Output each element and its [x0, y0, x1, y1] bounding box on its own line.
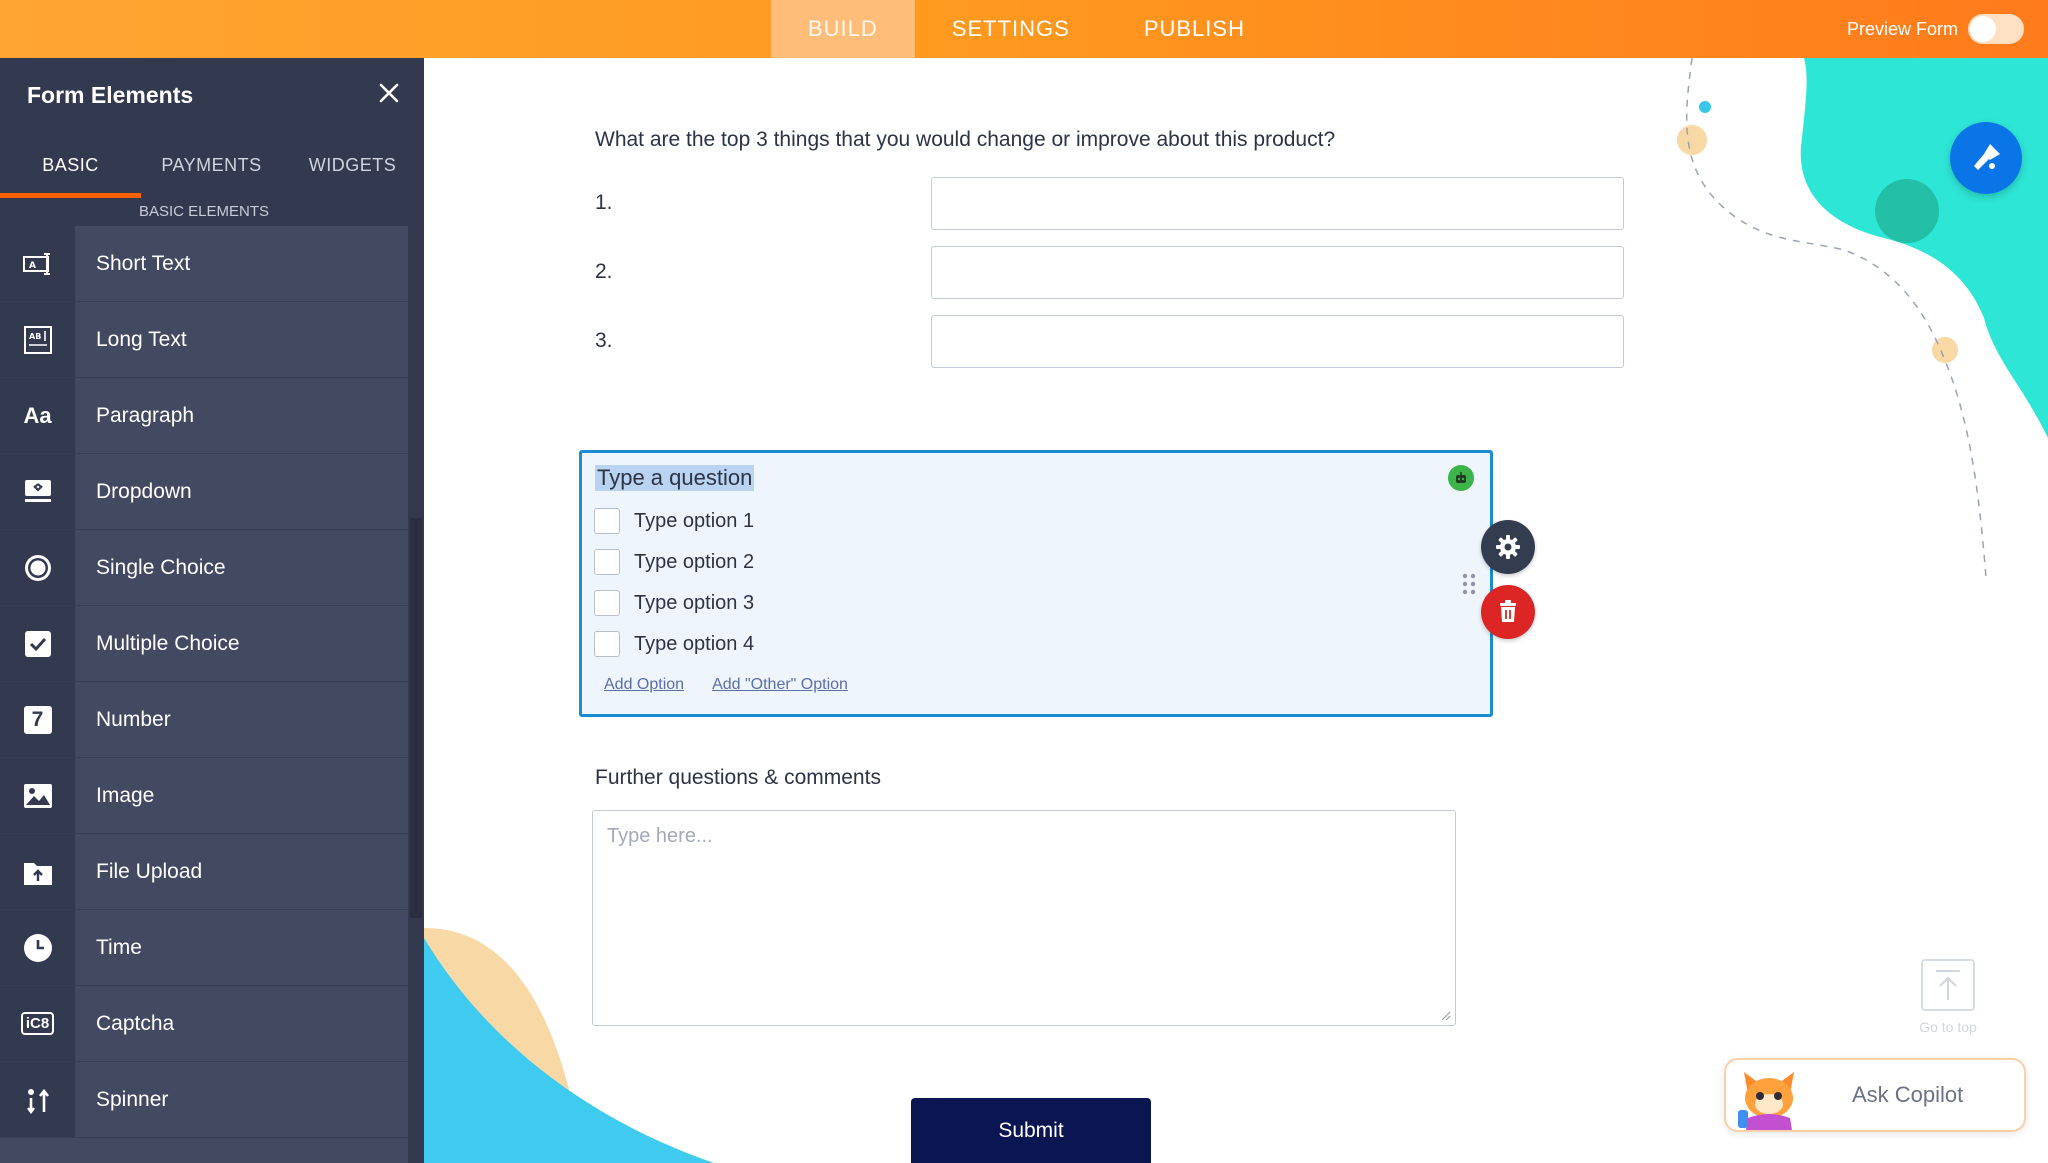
add-option-links: [604, 676, 848, 694]
sidebar-item-captcha[interactable]: [0, 986, 408, 1062]
question-label-editor[interactable]: Type a question: [597, 465, 753, 490]
ask-copilot-label: Ask Copilot: [1852, 1082, 1964, 1107]
comments-textarea[interactable]: [592, 810, 1456, 1026]
tab-settings[interactable]: SETTINGS: [951, 16, 1070, 41]
sidebar-item-paragraph[interactable]: [0, 378, 408, 454]
toggle-knob: [1970, 16, 1996, 42]
radio-icon: [0, 530, 75, 605]
sidebar-item-label: Spinner: [96, 1087, 169, 1111]
form-elements-sidebar: [0, 58, 424, 1163]
teal-dot: [1875, 179, 1939, 243]
close-icon[interactable]: [378, 80, 400, 110]
ai-assistant-icon[interactable]: [1448, 465, 1474, 491]
answer-input-2[interactable]: [931, 246, 1624, 299]
scrollbar-thumb[interactable]: [410, 518, 422, 918]
sidebar-item-multiple-choice[interactable]: [0, 606, 408, 682]
sidebar-tab-payments[interactable]: PAYMENTS: [161, 154, 262, 175]
sidebar-item-label: Image: [96, 783, 155, 807]
option-label[interactable]: Type option 2: [634, 550, 755, 573]
clock-icon: [0, 910, 75, 985]
image-icon: [0, 758, 75, 833]
answer-input-3[interactable]: [931, 315, 1624, 368]
option-checkbox[interactable]: [594, 549, 620, 575]
paint-roller-icon: [1968, 140, 2004, 176]
go-to-top-label: Go to top: [1919, 1019, 1977, 1035]
sidebar-item-label: Captcha: [96, 1011, 175, 1035]
sidebar-item-short-text[interactable]: [0, 226, 408, 302]
ask-copilot-button[interactable]: [1724, 1058, 2026, 1132]
sidebar-item-number[interactable]: [0, 682, 408, 758]
top-bar: [0, 0, 2048, 58]
comments-placeholder: Type here...: [607, 825, 713, 847]
sidebar-header: [0, 58, 424, 132]
paragraph-glyph: Aa: [23, 402, 52, 428]
tab-build[interactable]: BUILD: [771, 0, 915, 58]
sidebar-section-label: BASIC ELEMENTS: [0, 198, 424, 226]
long-text-glyph: AB: [28, 331, 41, 341]
option-checkbox[interactable]: [594, 508, 620, 534]
preview-form: [1847, 0, 2024, 58]
sidebar-item-label: Long Text: [96, 327, 187, 351]
option-label[interactable]: Type option 1: [634, 509, 755, 532]
sidebar-scrollbar[interactable]: [408, 198, 424, 1163]
sidebar-item-label: Number: [96, 707, 171, 731]
go-to-top[interactable]: [1896, 959, 2000, 1035]
sidebar-item-label: Single Choice: [96, 555, 226, 579]
element-list: [0, 226, 408, 1138]
peach-dot: [1677, 125, 1707, 155]
sidebar-item-single-choice[interactable]: [0, 530, 408, 606]
sidebar-item-label: Multiple Choice: [96, 631, 240, 655]
sidebar-item-label: File Upload: [96, 859, 203, 883]
option-checkbox[interactable]: [594, 590, 620, 616]
go-to-top-icon: [1921, 959, 1975, 1011]
selected-multiple-choice-field[interactable]: [579, 450, 1493, 717]
sidebar-item-label: Paragraph: [96, 403, 195, 427]
form-canvas: [424, 58, 2048, 1163]
add-other-option-link[interactable]: Add "Other" Option: [712, 676, 848, 693]
numbered-row: [595, 246, 1455, 299]
sidebar-item-image[interactable]: [0, 758, 408, 834]
sidebar-item-label: Dropdown: [96, 479, 192, 503]
sidebar-item-spinner[interactable]: [0, 1062, 408, 1138]
sidebar-tabs: [0, 132, 424, 198]
blue-dot: [1699, 101, 1711, 113]
preview-form-toggle[interactable]: [1968, 14, 2024, 44]
gear-icon: [1495, 534, 1521, 560]
copilot-cat-avatar-icon: [1734, 1064, 1804, 1130]
option-row: [594, 589, 754, 617]
sidebar-item-file-upload[interactable]: [0, 834, 408, 910]
sidebar-item-dropdown[interactable]: [0, 454, 408, 530]
drag-handle-icon[interactable]: [1462, 573, 1476, 600]
spinner-icon: [0, 1062, 75, 1137]
sidebar-item-time[interactable]: [0, 910, 408, 986]
sidebar-item-long-text[interactable]: [0, 302, 408, 378]
captcha-icon: [0, 986, 75, 1061]
option-row: [594, 630, 754, 658]
option-row: [594, 507, 754, 535]
top-nav: [771, 0, 1282, 58]
delete-field-button[interactable]: [1481, 585, 1535, 639]
svg-text:A: A: [28, 260, 36, 271]
sidebar-item-label: Time: [96, 935, 142, 959]
numbered-row: [595, 315, 1455, 368]
number-icon: [0, 682, 75, 757]
form-designer-button[interactable]: [1950, 122, 2022, 194]
row-number: 1.: [595, 191, 613, 214]
question-title: What are the top 3 things that you would change or improve about this product?: [595, 128, 1336, 151]
sidebar-tab-basic[interactable]: BASIC: [0, 132, 141, 198]
paragraph-icon: [0, 378, 75, 453]
checkbox-icon: [0, 606, 75, 681]
option-checkbox[interactable]: [594, 631, 620, 657]
numbered-row: [595, 177, 1455, 230]
sidebar-tab-widgets[interactable]: WIDGETS: [308, 154, 397, 175]
submit-button[interactable]: Submit: [911, 1098, 1151, 1163]
sidebar-item-label: Short Text: [96, 251, 191, 275]
option-label[interactable]: Type option 3: [634, 591, 755, 614]
option-label[interactable]: Type option 4: [634, 632, 755, 655]
upload-icon: [0, 834, 75, 909]
field-settings-button[interactable]: [1481, 520, 1535, 574]
option-row: [594, 548, 754, 576]
answer-input-1[interactable]: [931, 177, 1624, 230]
trash-icon: [1497, 600, 1519, 624]
number-glyph: 7: [24, 706, 52, 734]
short-text-icon: [0, 226, 75, 301]
tab-publish[interactable]: PUBLISH: [1143, 16, 1245, 41]
add-option-link[interactable]: Add Option: [604, 676, 685, 693]
preview-form-label: Preview Form: [1846, 18, 1958, 39]
comments-title: Further questions & comments: [595, 766, 881, 789]
row-number: 3.: [595, 329, 613, 352]
captcha-glyph: iC8: [21, 1012, 54, 1035]
sidebar-title: Form Elements: [27, 81, 194, 108]
row-number: 2.: [595, 260, 613, 283]
resize-handle-icon[interactable]: [1439, 1009, 1451, 1021]
long-text-icon: [0, 302, 75, 377]
dropdown-icon: [0, 454, 75, 529]
